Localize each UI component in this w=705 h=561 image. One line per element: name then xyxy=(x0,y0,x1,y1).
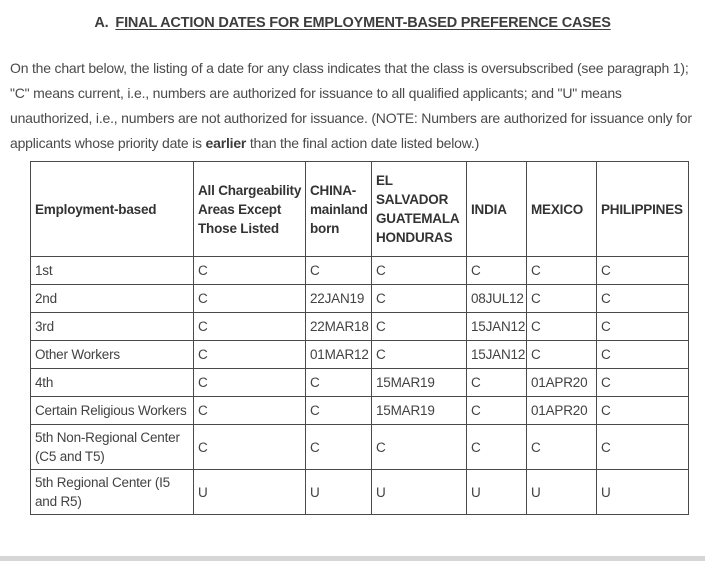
table-cell: 01APR20 xyxy=(527,397,597,425)
row-label: 4th xyxy=(31,369,194,397)
table-cell: C xyxy=(597,425,689,470)
table-cell: C xyxy=(467,397,527,425)
table-body xyxy=(31,257,689,515)
table-cell: C xyxy=(597,285,689,313)
row-label: 5th Non-Regional Center (C5 and T5) xyxy=(31,425,194,470)
table-cell: C xyxy=(597,397,689,425)
column-header-1: All Chargeability Areas Except Those Listed xyxy=(194,162,306,257)
table-cell: U xyxy=(306,470,372,515)
table-row xyxy=(31,470,689,515)
final-action-dates-table xyxy=(30,161,689,515)
table-cell: 15MAR19 xyxy=(372,369,467,397)
table-row xyxy=(31,397,689,425)
intro-bold-word: earlier xyxy=(205,135,247,151)
table-cell: 15JAN12 xyxy=(467,341,527,369)
table-cell: C xyxy=(194,341,306,369)
table-cell: C xyxy=(527,257,597,285)
table-cell: U xyxy=(467,470,527,515)
table-cell: C xyxy=(597,341,689,369)
table-cell: C xyxy=(194,285,306,313)
table-cell: U xyxy=(194,470,306,515)
table-cell: 08JUL12 xyxy=(467,285,527,313)
table-row xyxy=(31,341,689,369)
table-cell: C xyxy=(467,257,527,285)
table-cell: 22JAN19 xyxy=(306,285,372,313)
table-cell: U xyxy=(597,470,689,515)
table-cell: C xyxy=(306,397,372,425)
column-header-2: CHINA-mainland born xyxy=(306,162,372,257)
table-cell: C xyxy=(527,313,597,341)
table-row xyxy=(31,257,689,285)
intro-paragraph xyxy=(10,56,697,156)
table-cell: C xyxy=(372,425,467,470)
row-label: 3rd xyxy=(31,313,194,341)
table-cell: U xyxy=(372,470,467,515)
column-header-3: EL SALVADOR GUATEMALA HONDURAS xyxy=(372,162,467,257)
row-label: 1st xyxy=(31,257,194,285)
table-cell: C xyxy=(372,313,467,341)
intro-text-before: On the chart below, the listing of a date for any class indicates that the class is oversubscribed (see paragraph 1); "C" means current, i.e., numbers are authorized for issuance to all qualified applicants; and "U" means unauthorized, i.e., numbers are not authorized for issuance. (NOTE: Numbers are authorized for issuance only for applicants whose priority date is xyxy=(10,60,692,151)
table-cell: C xyxy=(597,257,689,285)
table-cell: C xyxy=(194,369,306,397)
table-cell: C xyxy=(306,425,372,470)
table-cell: C xyxy=(527,341,597,369)
table-cell: C xyxy=(467,425,527,470)
table-cell: C xyxy=(597,313,689,341)
table-header-row xyxy=(31,162,689,257)
column-header-5: MEXICO xyxy=(527,162,597,257)
table-cell: C xyxy=(306,257,372,285)
table-cell: C xyxy=(194,425,306,470)
row-label: Certain Religious Workers xyxy=(31,397,194,425)
table-row xyxy=(31,285,689,313)
column-header-6: PHILIPPINES xyxy=(597,162,689,257)
section-heading-prefix: A. xyxy=(94,15,109,31)
table-cell: 15MAR19 xyxy=(372,397,467,425)
row-label: Other Workers xyxy=(31,341,194,369)
table-row xyxy=(31,425,689,470)
table-cell: C xyxy=(372,257,467,285)
table-cell: U xyxy=(527,470,597,515)
table-cell: C xyxy=(372,285,467,313)
table-cell: C xyxy=(194,397,306,425)
table-row xyxy=(31,313,689,341)
row-label: 2nd xyxy=(31,285,194,313)
column-header-4: INDIA xyxy=(467,162,527,257)
table-cell: C xyxy=(467,369,527,397)
table-cell: 15JAN12 xyxy=(467,313,527,341)
page-bottom-strip xyxy=(0,556,705,561)
row-label: 5th Regional Center (I5 and R5) xyxy=(31,470,194,515)
table-cell: C xyxy=(527,425,597,470)
column-header-0: Employment-based xyxy=(31,162,194,257)
section-heading-title: FINAL ACTION DATES FOR EMPLOYMENT-BASED PREFERENCE CASES xyxy=(115,15,611,31)
table-cell: C xyxy=(597,369,689,397)
section-heading xyxy=(0,13,705,33)
intro-text-after: than the final action date listed below.) xyxy=(246,135,480,151)
table-cell: C xyxy=(194,313,306,341)
table-cell: 01MAR12 xyxy=(306,341,372,369)
table-cell: 22MAR18 xyxy=(306,313,372,341)
table-header xyxy=(31,162,689,257)
table-cell: C xyxy=(527,285,597,313)
table-row xyxy=(31,369,689,397)
table-cell: C xyxy=(306,369,372,397)
table-cell: C xyxy=(372,341,467,369)
table-cell: 01APR20 xyxy=(527,369,597,397)
table-cell: C xyxy=(194,257,306,285)
